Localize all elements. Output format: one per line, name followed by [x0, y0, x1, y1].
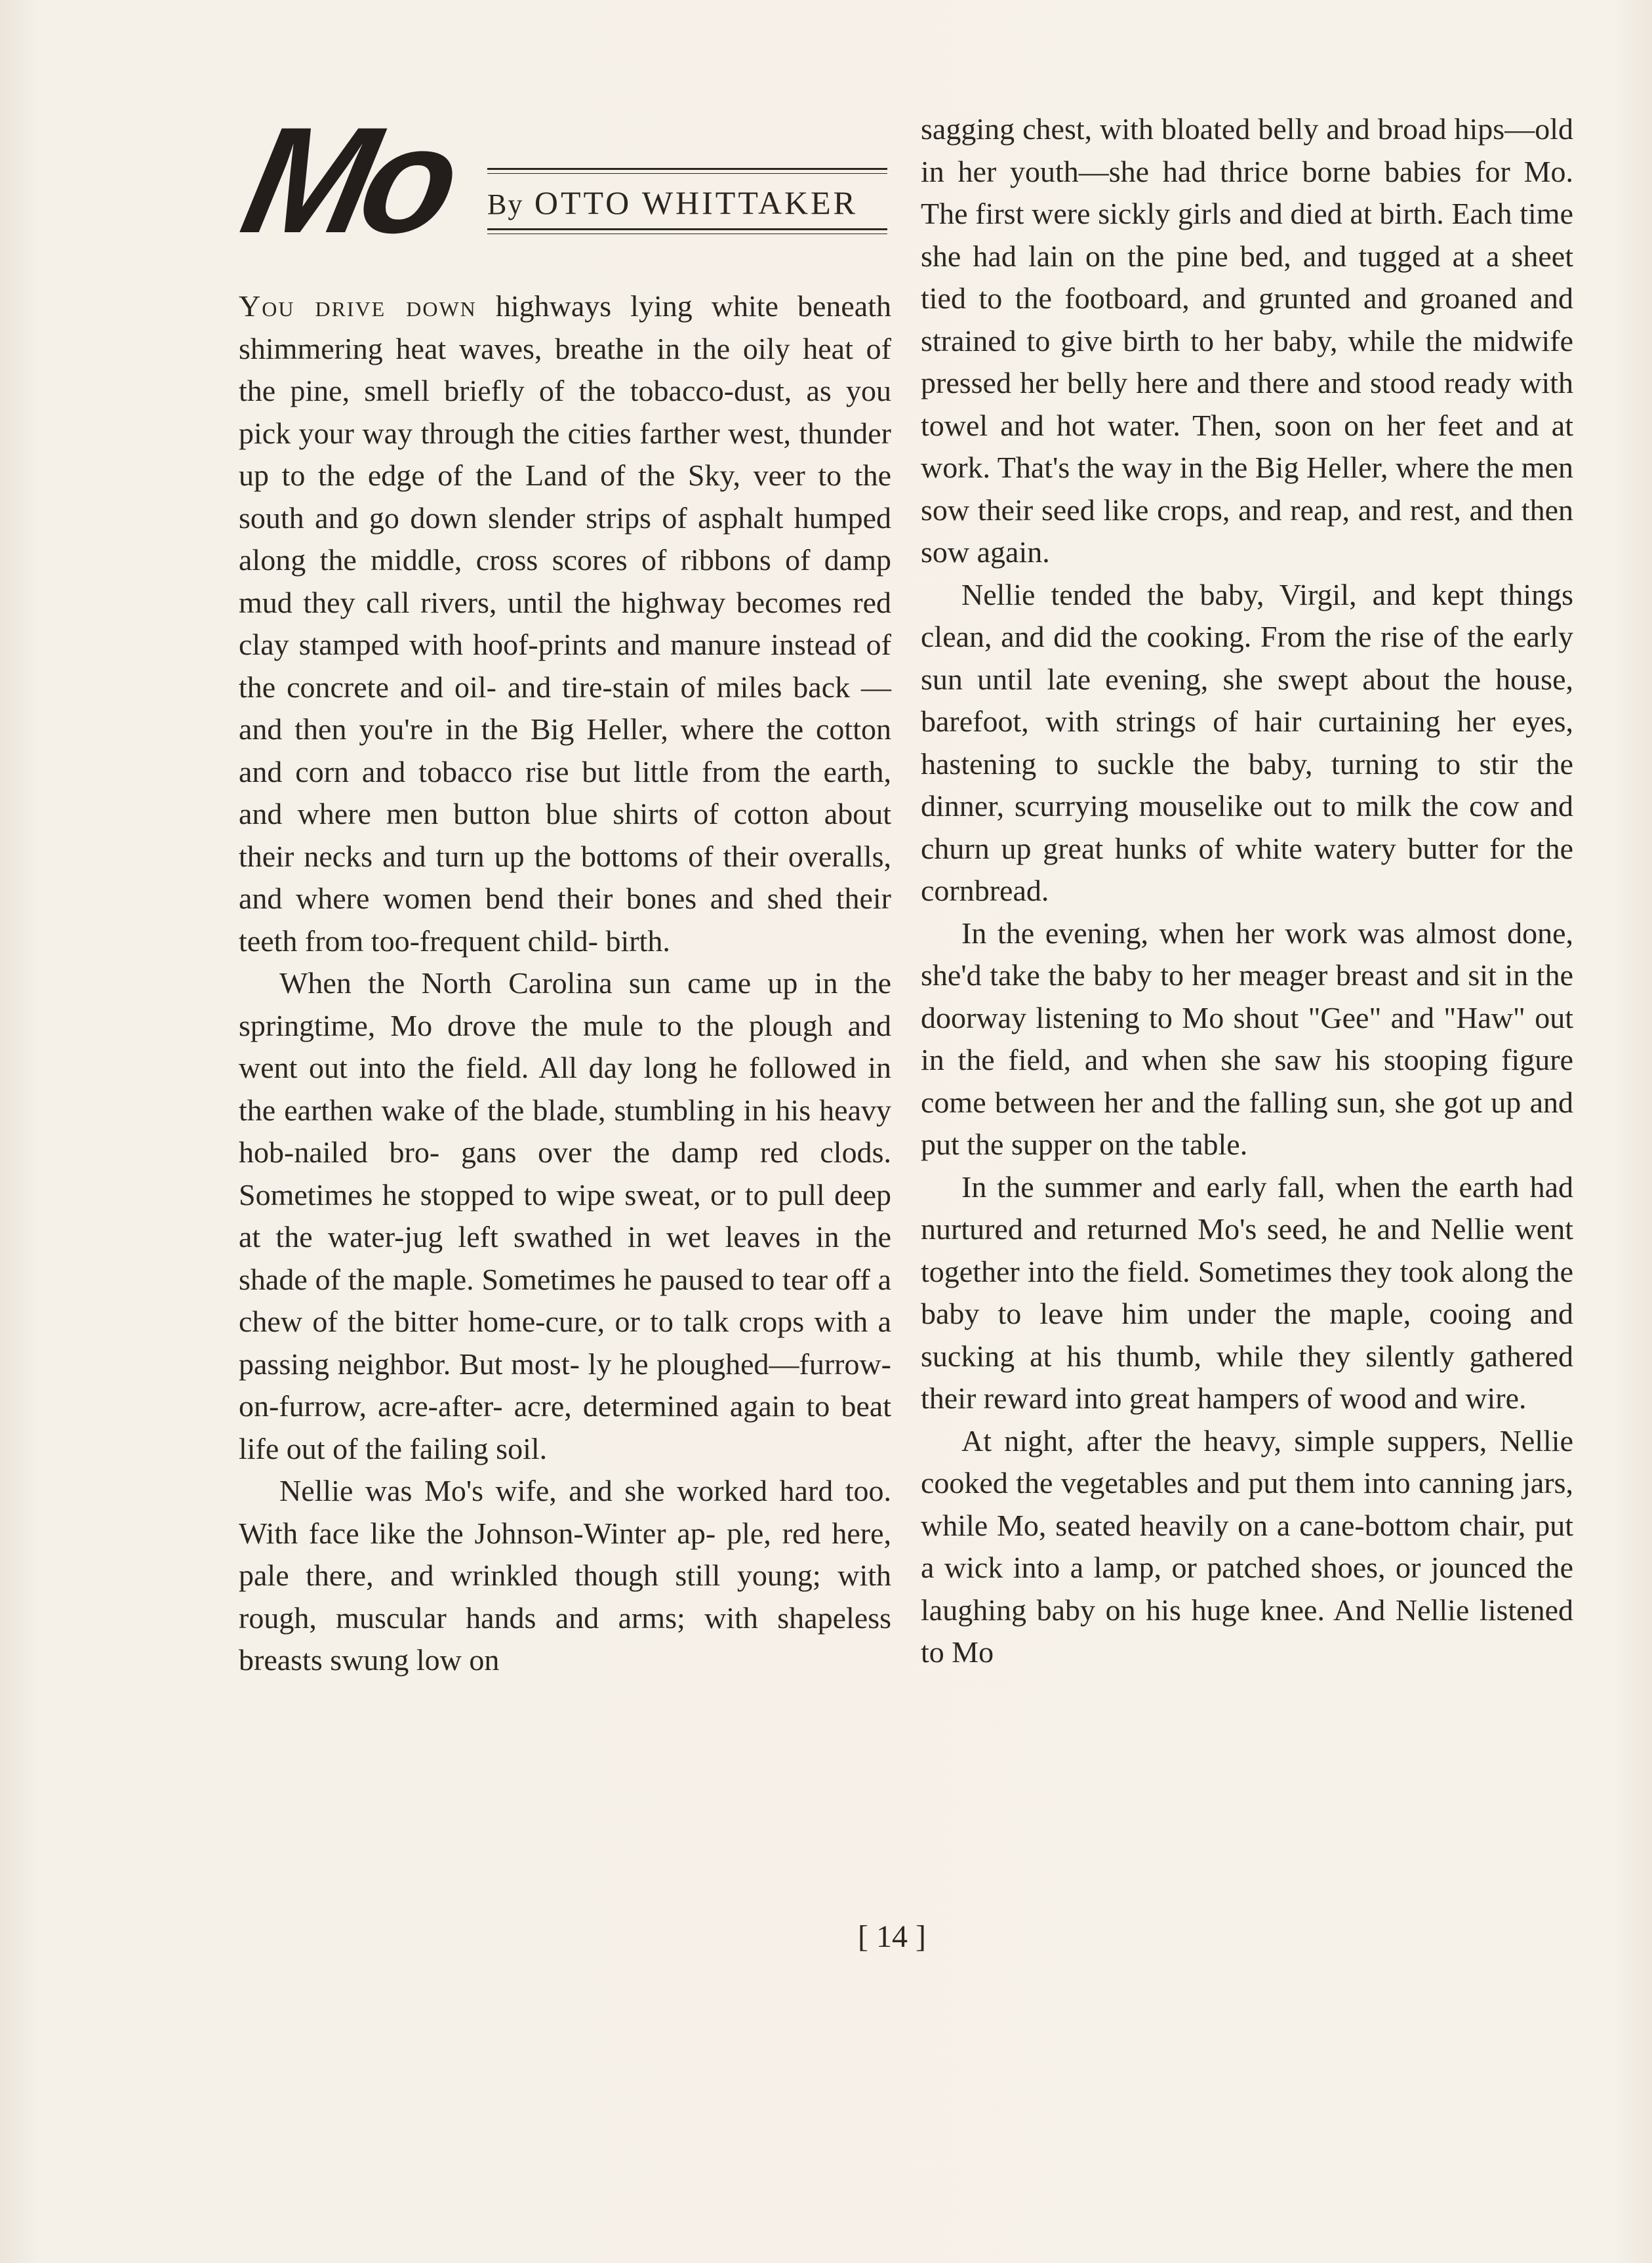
paragraph-7: In the summer and early fall, when the earth had nurtured and returned Mo's seed, he and Nellie went together into the field. Sometimes they took along the baby to leave him under the maple, cooing and sucking at his thumb, while they silently gathered their reward into great hampers of wood and wire.: [921, 1170, 1573, 1415]
title-block: [230, 96, 894, 264]
paragraph-6: In the evening, when her work was almost done, she'd take the baby to her meager breast and sit in the doorway listening to Mo shout "Gee" and "Haw" out in the field, and when she saw his stooping figure come between her and the falling sun, she got up and put the supper on the table.: [921, 916, 1573, 1161]
paragraph-8: At night, after the heavy, simple suppers, Nellie cooked the vegetables and put them into canning jars, while Mo, seated heavily on a cane-bottom chair, put a wick into a lamp, or patched shoes, or jounced the laughing baby on his huge knee. And Nellie listened to Mo: [921, 1423, 1573, 1669]
byline-by: By: [487, 188, 524, 220]
paragraph-1: [239, 285, 891, 962]
byline-rule-top-thin: [487, 173, 887, 174]
page-number: [ 14 ]: [858, 1919, 926, 1954]
byline-rule-bottom: [487, 228, 887, 230]
byline-author: OTTO WHITTAKER: [534, 184, 858, 221]
right-column: [921, 108, 1573, 1674]
story-title: Mo: [230, 96, 466, 264]
opening-words: You drive down: [239, 289, 477, 323]
paragraph-4: sagging chest, with bloated belly and broad hips—old in her youth—she had thrice borne babies for Mo. The first were sickly girls and died at birth. Each time she had lain on the pine bed, and tugged at a sheet tied to the footboard, and grunted and groaned and strained to give birth to her baby, while the midwife pressed her belly here and there and stood ready with towel and hot water. Then, soon on her feet and at work. That's the way in the Big Heller, where the men sow their seed like crops, and reap, and rest, and then sow again.: [921, 112, 1573, 569]
left-column: [239, 285, 891, 1682]
paragraph-1-text: highways lying white beneath shimmering heat waves, breathe in the oily heat of the pine, smell briefly of the tobacco-dust, as you pick your way through the cities farther west, thunder up to the edge of the Land of the Sky, veer to the south and go down slender strips of asphalt humped along the middle, cross scores of ribbons of damp mud they call rivers, until the highway becomes red clay stamped with hoof-prints and manure instead of the concrete and oil- and tire-stain of miles back — and then you're in the Big Heller, where the cotton and corn and tobacco rise but little from the earth, and where men button blue shirts of cotton about their necks and turn up the bottoms of their overalls, and where women bend their bones and shed their teeth from too-frequent child- birth.: [239, 289, 891, 958]
byline: [487, 180, 887, 228]
paragraph-5: Nellie tended the baby, Virgil, and kept things clean, and did the cooking. From the rise of the early sun until late evening, she swept about the house, barefoot, with strings of hair curtaining her eyes, hastening to suckle the baby, turning to stir the dinner, scurrying mouselike out to milk the cow and churn up great hunks of white watery butter for the cornbread.: [921, 577, 1573, 907]
paragraph-2: When the North Carolina sun came up in the springtime, Mo drove the mule to the plough and went out into the field. All day long he followed in the earthen wake of the blade, stumbling in his heavy hob-nailed bro- gans over the damp red clods. Sometimes he stopped to wipe sweat, or to pull deep at the water-jug left swathed in wet leaves in the shade of the maple. Sometimes he paused to tear off a chew of the bitter home-cure, or to talk crops with a passing neighbor. But most- ly he ploughed—furrow-on-furrow, acre-after- acre, determined again to beat life out of the failing soil.: [239, 966, 891, 1465]
paragraph-3: Nellie was Mo's wife, and she worked hard too. With face like the Johnson-Winter ap- ple, red here, pale there, and wrinkled though still young; with rough, muscular hands and arms; with shapeless breasts swung low on: [239, 1474, 891, 1677]
byline-rule-top: [487, 168, 887, 170]
